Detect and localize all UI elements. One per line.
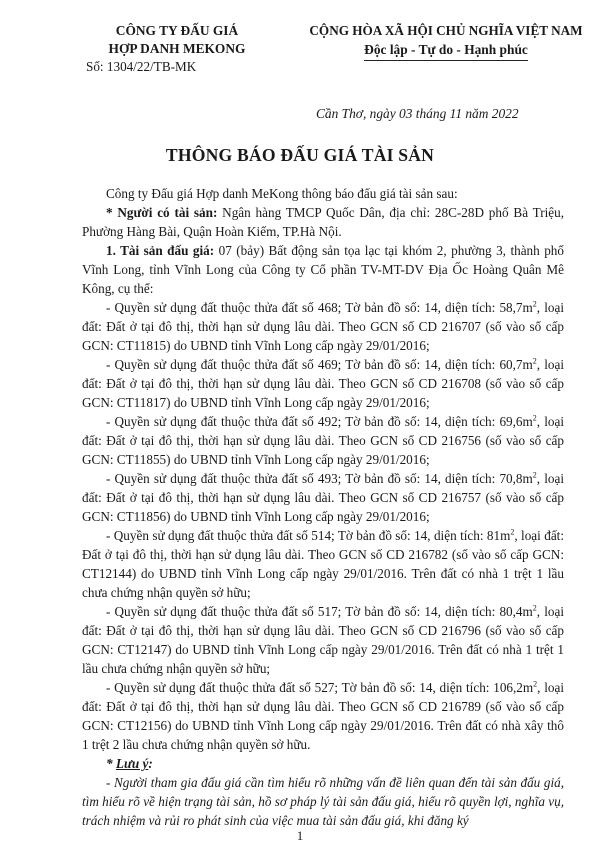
lot-item: - Quyền sử dụng đất thuộc thửa đất số 493; Tờ bản đồ số: 14, diện tích: $70,8m^2$, loại đất: Đất ở tại đô thị, thời hạn sử dụng lâu dài. Theo GCN số CD 216757 (số vào sổ cấp GCN: CT11856) do UBND tỉnh Vĩnh Long cấp ngày 29/01/2016; [82,470,565,524]
nation-name: CỘNG HÒA XÃ HỘI CHỦ NGHĨA VIỆT NAM [309,23,583,38]
owner-label: * Người có tài sản: [106,205,218,220]
owner-text: Ngân hàng TMCP Quốc Dân, địa chỉ: 28C-28D phố Bà Triệu, Phường Hàng Bài, Quận Hoàn Kiếm, TP.Hà Nội. [82,205,565,239]
asset-paragraph [82,241,564,298]
note-text: - Người tham gia đấu giá cần tìm hiểu rõ những vấn đề liên quan đến tài sản đấu giá, tìm hiểu rõ về hiện trạng tài sản, hồ sơ pháp lý tài sản đấu giá, hiểu rõ quyền lợi, nghĩa vụ, trách nhiệm và rủi ro phát sinh của việc mua tài sản đấu giá, khi đăng ký [82,775,564,828]
document-body [82,184,564,830]
lot-item: - Quyền sử dụng đất thuộc thửa đất số 514; Tờ bản đồ số: 14, diện tích: $81m^2$, loại đất: Đất ở tại đô thị, thời hạn sử dụng lâu dài. Theo GCN số CD 216782 (số vào sổ cấp GCN: CT12144) do UBND tỉnh Vĩnh Long cấp ngày 29/01/2016. Trên đất có nhà 1 trệt 1 lầu chưa chứng nhận quyền sở hữu; [82,527,564,600]
lot-item: - Quyền sử dụng đất thuộc thửa đất số 492; Tờ bản đồ số: 14, diện tích: $69,6m^2$, loại đất: Đất ở tại đô thị, thời hạn sử dụng lâu dài. Theo GCN số CD 216756 (số vào sổ cấp GCN: CT11855) do UBND tỉnh Vĩnh Long cấp ngày 29/01/2016; [82,413,565,467]
issuer-block [62,22,292,76]
intro-paragraph: Công ty Đấu giá Hợp danh MeKong thông báo đấu giá tài sản sau: [106,186,458,201]
lot-item: - Quyền sử dụng đất thuộc thửa đất số 469; Tờ bản đồ số: 14, diện tích: $60,7m^2$, loại đất: Đất ở tại đô thị, thời hạn sử dụng lâu dài. Theo GCN số CD 216708 (số vào sổ cấp GCN: CT11817) do UBND tỉnh Vĩnh Long cấp ngày 29/01/2016; [82,356,565,410]
reference-number: Số: 1304/22/TB-MK [86,59,197,74]
note-heading: * Lưu ý: [106,756,153,771]
issuer-name-line2: HỢP DANH MEKONG [108,41,246,56]
dateline: Cần Thơ, ngày 03 tháng 11 năm 2022 [316,106,519,121]
national-motto: Độc lập - Tự do - Hạnh phúc [364,41,528,61]
national-header [300,22,592,61]
owner-paragraph [82,203,564,241]
asset-label: 1. Tài sản đấu giá: [106,243,215,258]
page-number: 1 [296,828,304,843]
lot-item: - Quyền sử dụng đất thuộc thửa đất số 468; Tờ bản đồ số: 14, diện tích: $58,7m^2$, loại đất: Đất ở tại đô thị, thời hạn sử dụng lâu dài. Theo GCN số CD 216707 (số vào sổ cấp GCN: CT11815) do UBND tỉnh Vĩnh Long cấp ngày 29/01/2016; [82,299,565,353]
document-title: THÔNG BÁO ĐẤU GIÁ TÀI SẢN [165,145,435,165]
issuer-name-line1: CÔNG TY ĐẤU GIÁ [115,23,239,38]
lot-item: - Quyền sử dụng đất thuộc thửa đất số 517; Tờ bản đồ số: 14, diện tích: $80,4m^2$, loại đất: Đất ở tại đô thị, thời hạn sử dụng lâu dài. Theo GCN số CD 216796 (số vào sổ cấp GCN: CT12147) do UBND tỉnh Vĩnh Long cấp ngày 29/01/2016. Trên đất có nhà 1 trệt 1 lầu chưa chứng nhận quyền sở hữu; [82,603,565,676]
asset-text: 07 (bảy) Bất động sản tọa lạc tại khóm 2, phường 3, thành phố Vĩnh Long, tỉnh Vĩnh Long của Công ty Cổ phần TV-MT-DV Địa Ốc Hoàng Quân Mê Kông, cụ thể: [82,243,564,296]
lot-item: - Quyền sử dụng đất thuộc thửa đất số 527; Tờ bản đồ số: 14, diện tích: $106,2m^2$, loại đất: Đất ở tại đô thị, thời hạn sử dụng lâu dài. Theo GCN số CD 216789 (số vào sổ cấp GCN: CT12156) do UBND tỉnh Vĩnh Long cấp ngày 29/01/2016. Trên đất có nhà xây thô 1 trệt 2 lầu chưa chứng nhận quyền sở hữu. [82,679,564,752]
